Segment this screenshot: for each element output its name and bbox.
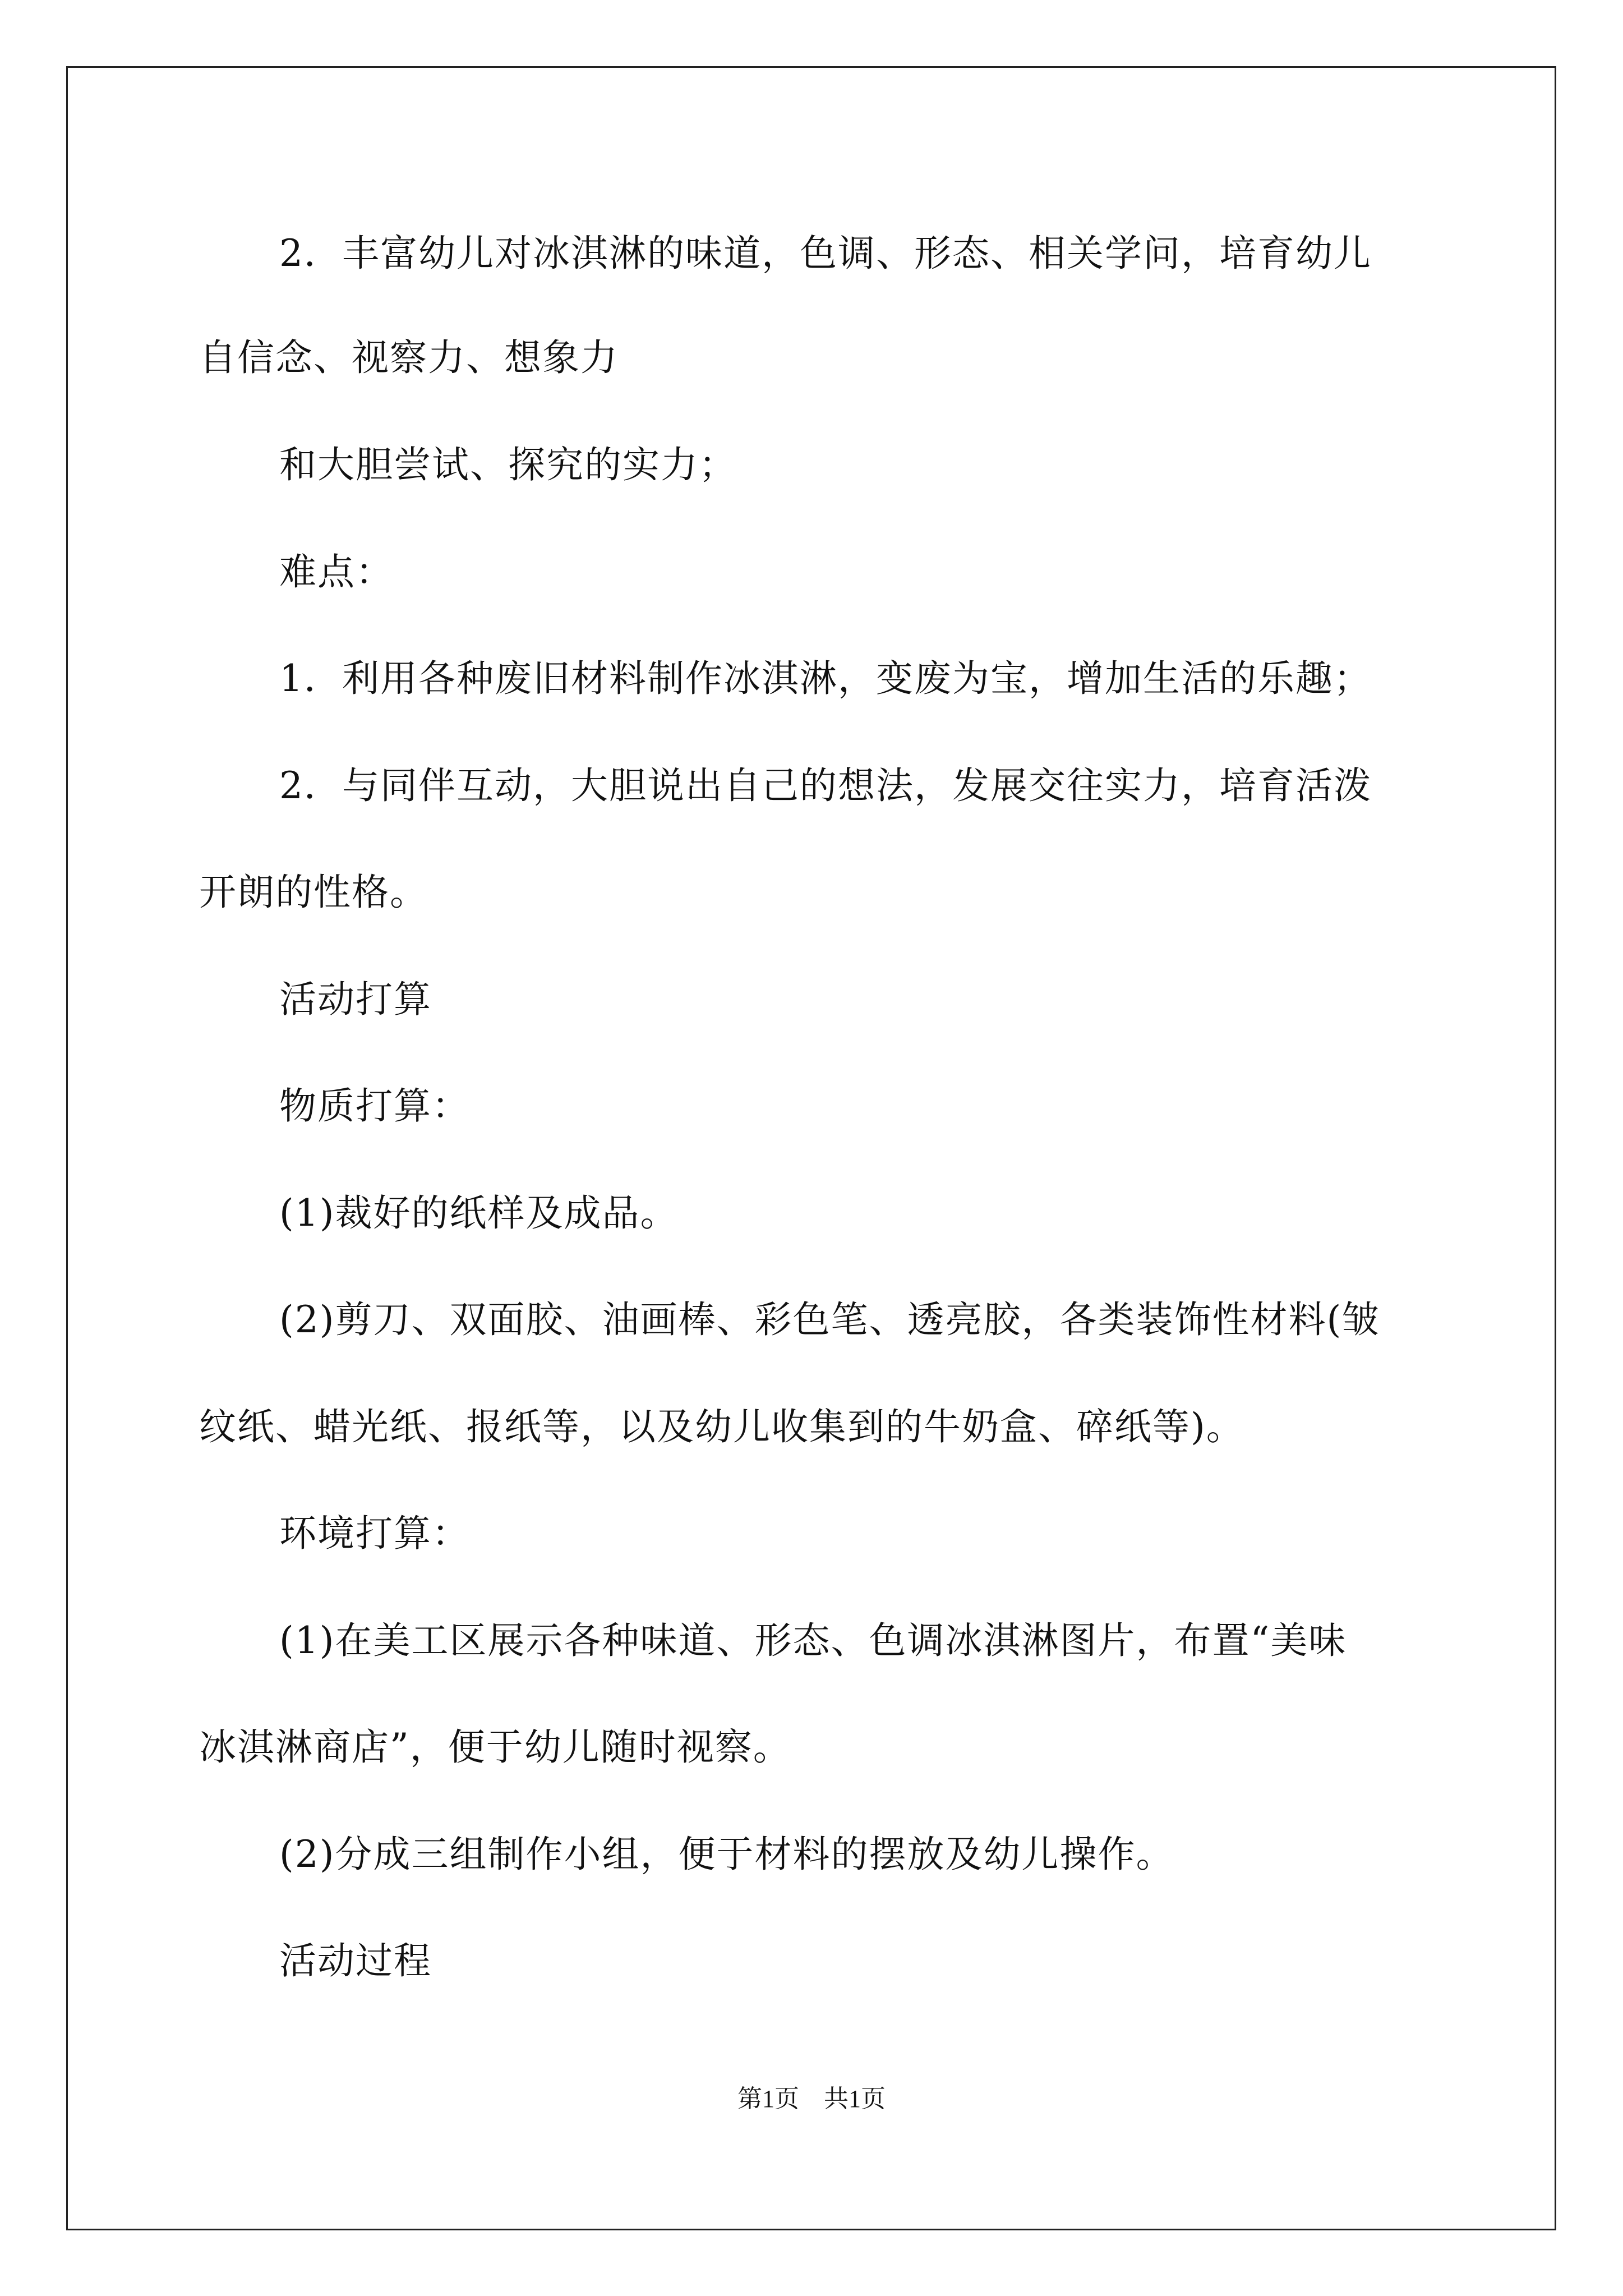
paragraph-line: (2)分成三组制作小组，便于材料的摆放及幼儿操作。 <box>279 1833 1174 1876</box>
paragraph-line: 物质打算： <box>279 1084 470 1128</box>
paragraph-line: 和大胆尝试、探究的实力； <box>279 443 737 486</box>
paragraph-line: 2．与同伴互动，大胆说出自己的想法，发展交往实力，培育活泼 <box>279 764 1372 807</box>
paragraph-line: 难点： <box>279 550 394 593</box>
paragraph-line: (1)在美工区展示各种味道、形态、色调冰淇淋图片，布置“美味 <box>279 1619 1347 1662</box>
section-heading: 活动过程 <box>279 1939 432 1982</box>
paragraph-line: 冰淇淋商店”，便于幼儿随时视察。 <box>199 1726 791 1769</box>
paragraph-line: 2．丰富幼儿对冰淇淋的味道，色调、形态、相关学问，培育幼儿 <box>279 232 1372 275</box>
page-border <box>66 66 1556 2230</box>
paragraph-line: (2)剪刀、双面胶、油画棒、彩色笔、透亮胶，各类装饰性材料(皱 <box>279 1298 1381 1341</box>
page-footer: 第1页 共1页 <box>737 2085 886 2113</box>
paragraph-line: 纹纸、蜡光纸、报纸等，以及幼儿收集到的牛奶盒、碎纸等)。 <box>199 1405 1244 1448</box>
paragraph-line: 自信念、视察力、想象力 <box>199 336 619 379</box>
paragraph-line: (1)裁好的纸样及成品。 <box>279 1191 679 1235</box>
paragraph-line: 开朗的性格。 <box>199 871 428 914</box>
section-heading: 活动打算 <box>279 978 432 1021</box>
paragraph-line: 1．利用各种废旧材料制作冰淇淋，变废为宝，增加生活的乐趣； <box>279 657 1372 700</box>
paragraph-line: 环境打算： <box>279 1512 470 1555</box>
